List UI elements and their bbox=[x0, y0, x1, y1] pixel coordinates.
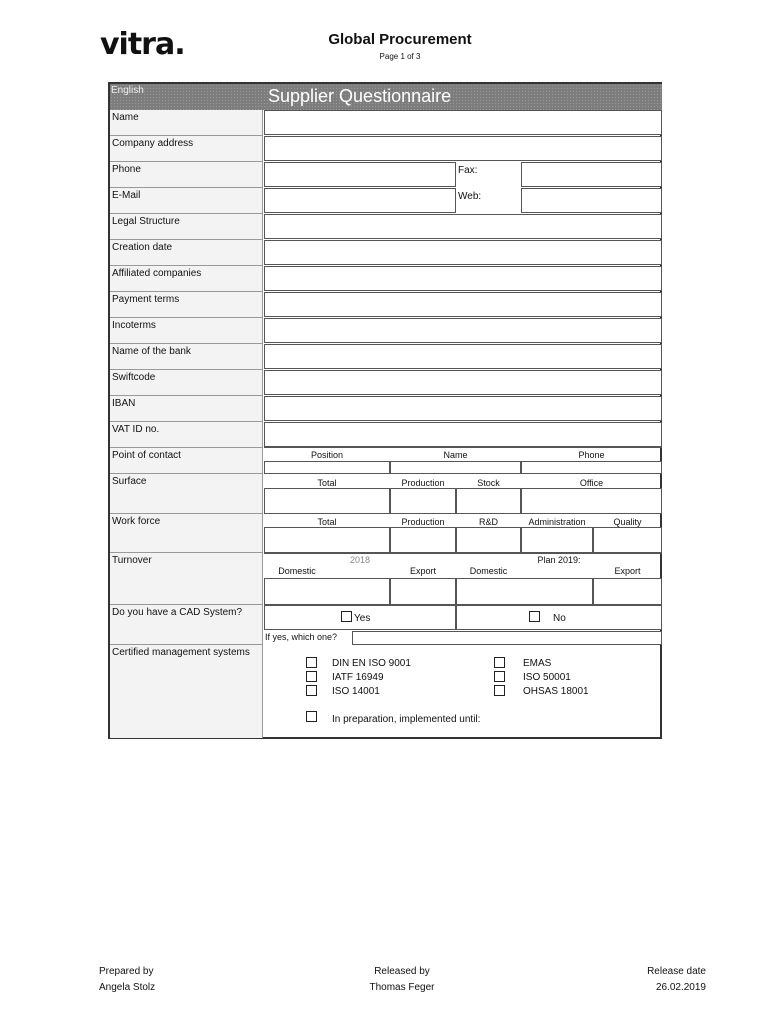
bank-input[interactable] bbox=[264, 344, 662, 369]
work-col-total: Total bbox=[317, 517, 337, 527]
contact-position-input[interactable] bbox=[264, 461, 390, 474]
affiliated-input[interactable] bbox=[264, 266, 662, 291]
label-phone: Phone bbox=[110, 162, 263, 188]
work-quality-input[interactable] bbox=[593, 527, 662, 553]
cad-which-input[interactable] bbox=[352, 631, 662, 645]
surface-col-production: Production bbox=[401, 478, 445, 488]
work-total-input[interactable] bbox=[264, 527, 390, 553]
surface-stock-input[interactable] bbox=[456, 488, 521, 514]
label-contact: Point of contact bbox=[110, 448, 263, 474]
prepared-by-label: Prepared by bbox=[99, 966, 154, 977]
surface-production-input[interactable] bbox=[390, 488, 456, 514]
payment-terms-input[interactable] bbox=[264, 292, 662, 317]
turnover-top-rule bbox=[264, 553, 662, 554]
vitra-logo: vitra. bbox=[100, 27, 185, 62]
cert-iso9001-checkbox[interactable] bbox=[306, 657, 317, 668]
label-bank: Name of the bank bbox=[110, 344, 263, 370]
fax-label: Fax: bbox=[458, 165, 478, 176]
cert-iso14001-checkbox[interactable] bbox=[306, 685, 317, 696]
contact-col-name: Name bbox=[443, 450, 468, 460]
label-workforce: Work force bbox=[110, 514, 263, 553]
label-payment-terms: Payment terms bbox=[110, 292, 263, 318]
released-by-name: Thomas Feger bbox=[369, 982, 435, 993]
label-iban: IBAN bbox=[110, 396, 263, 422]
contact-name-input[interactable] bbox=[390, 461, 521, 474]
label-email: E-Mail bbox=[110, 188, 263, 214]
turnover-plan: Plan 2019: bbox=[537, 555, 581, 565]
cert-iso9001-label: DIN EN ISO 9001 bbox=[332, 658, 411, 669]
surface-col-total: Total bbox=[317, 478, 337, 488]
turnover-year: 2018 bbox=[349, 555, 371, 565]
cad-which-label: If yes, which one? bbox=[265, 632, 338, 642]
page-title: Global Procurement bbox=[328, 31, 472, 48]
work-admin-input[interactable] bbox=[521, 527, 593, 553]
vat-input[interactable] bbox=[264, 422, 662, 447]
cert-iso50001-label: ISO 50001 bbox=[523, 672, 571, 683]
web-label: Web: bbox=[458, 191, 482, 202]
surface-col-stock: Stock bbox=[477, 478, 500, 488]
label-turnover: Turnover bbox=[110, 553, 263, 605]
label-affiliated: Affiliated companies bbox=[110, 266, 263, 292]
turnover-export-label: Export bbox=[409, 566, 436, 576]
cad-yes-checkbox[interactable] bbox=[341, 611, 352, 622]
cert-iatf-checkbox[interactable] bbox=[306, 671, 317, 682]
label-company-address: Company address bbox=[110, 136, 263, 162]
page-number: Page 1 of 3 bbox=[379, 52, 421, 61]
turnover-export-input[interactable] bbox=[390, 578, 456, 605]
iban-input[interactable] bbox=[264, 396, 662, 421]
released-by-label: Released by bbox=[374, 966, 430, 977]
form-title: Supplier Questionnaire bbox=[268, 86, 452, 106]
label-swiftcode: Swiftcode bbox=[110, 370, 263, 396]
cert-emas-label: EMAS bbox=[523, 658, 552, 669]
cert-iso14001-label: ISO 14001 bbox=[332, 686, 380, 697]
work-rnd-input[interactable] bbox=[456, 527, 521, 553]
label-certifications: Certified management systems bbox=[110, 645, 263, 738]
label-cad: Do you have a CAD System? bbox=[110, 605, 263, 645]
work-col-admin: Administration bbox=[528, 517, 586, 527]
turnover-domestic-input[interactable] bbox=[264, 578, 390, 605]
cad-no-checkbox[interactable] bbox=[529, 611, 540, 622]
surface-total-input[interactable] bbox=[264, 488, 390, 514]
turnover-plan-domestic-input[interactable] bbox=[456, 578, 593, 605]
label-incoterms: Incoterms bbox=[110, 318, 263, 344]
creation-date-input[interactable] bbox=[264, 240, 662, 265]
turnover-plan-domestic-label: Domestic bbox=[469, 566, 508, 576]
company-address-input[interactable] bbox=[264, 136, 662, 161]
surface-col-office: Office bbox=[579, 478, 604, 488]
prepared-by-name: Angela Stolz bbox=[99, 982, 156, 993]
turnover-plan-export-input[interactable] bbox=[593, 578, 662, 605]
cert-emas-checkbox[interactable] bbox=[494, 657, 505, 668]
surface-office-input[interactable] bbox=[521, 488, 662, 514]
cert-iso50001-checkbox[interactable] bbox=[494, 671, 505, 682]
work-production-input[interactable] bbox=[390, 527, 456, 553]
label-name: Name bbox=[110, 110, 263, 136]
email-input[interactable] bbox=[264, 188, 456, 213]
contact-col-position: Position bbox=[310, 450, 344, 460]
label-vat: VAT ID no. bbox=[110, 422, 263, 448]
work-col-production: Production bbox=[401, 517, 445, 527]
work-col-quality: Quality bbox=[613, 517, 642, 527]
fax-input[interactable] bbox=[521, 162, 662, 187]
work-col-rnd: R&D bbox=[478, 517, 498, 527]
contact-top-rule bbox=[264, 447, 662, 448]
language-label: English bbox=[111, 85, 144, 96]
turnover-domestic-label: Domestic bbox=[278, 566, 316, 576]
release-date-value: 26.02.2019 bbox=[655, 982, 706, 993]
cert-iatf-label: IATF 16949 bbox=[332, 672, 384, 683]
label-legal-structure: Legal Structure bbox=[110, 214, 263, 240]
cad-yes-label: Yes bbox=[354, 613, 371, 624]
legal-structure-input[interactable] bbox=[264, 214, 662, 239]
label-creation-date: Creation date bbox=[110, 240, 263, 266]
cert-ohsas-label: OHSAS 18001 bbox=[523, 686, 589, 697]
label-surface: Surface bbox=[110, 474, 263, 514]
contact-phone-input[interactable] bbox=[521, 461, 662, 474]
swiftcode-input[interactable] bbox=[264, 370, 662, 395]
turnover-plan-export-label: Export bbox=[614, 566, 641, 576]
contact-col-phone: Phone bbox=[578, 450, 605, 460]
cert-prep-checkbox[interactable] bbox=[306, 711, 317, 722]
name-input[interactable] bbox=[264, 110, 662, 135]
cad-no-label: No bbox=[553, 613, 566, 624]
cert-prep-label: In preparation, implemented until: bbox=[332, 714, 481, 725]
web-input[interactable] bbox=[521, 188, 662, 213]
cert-ohsas-checkbox[interactable] bbox=[494, 685, 505, 696]
incoterms-input[interactable] bbox=[264, 318, 662, 343]
release-date-label: Release date bbox=[647, 966, 706, 977]
phone-input[interactable] bbox=[264, 162, 456, 187]
